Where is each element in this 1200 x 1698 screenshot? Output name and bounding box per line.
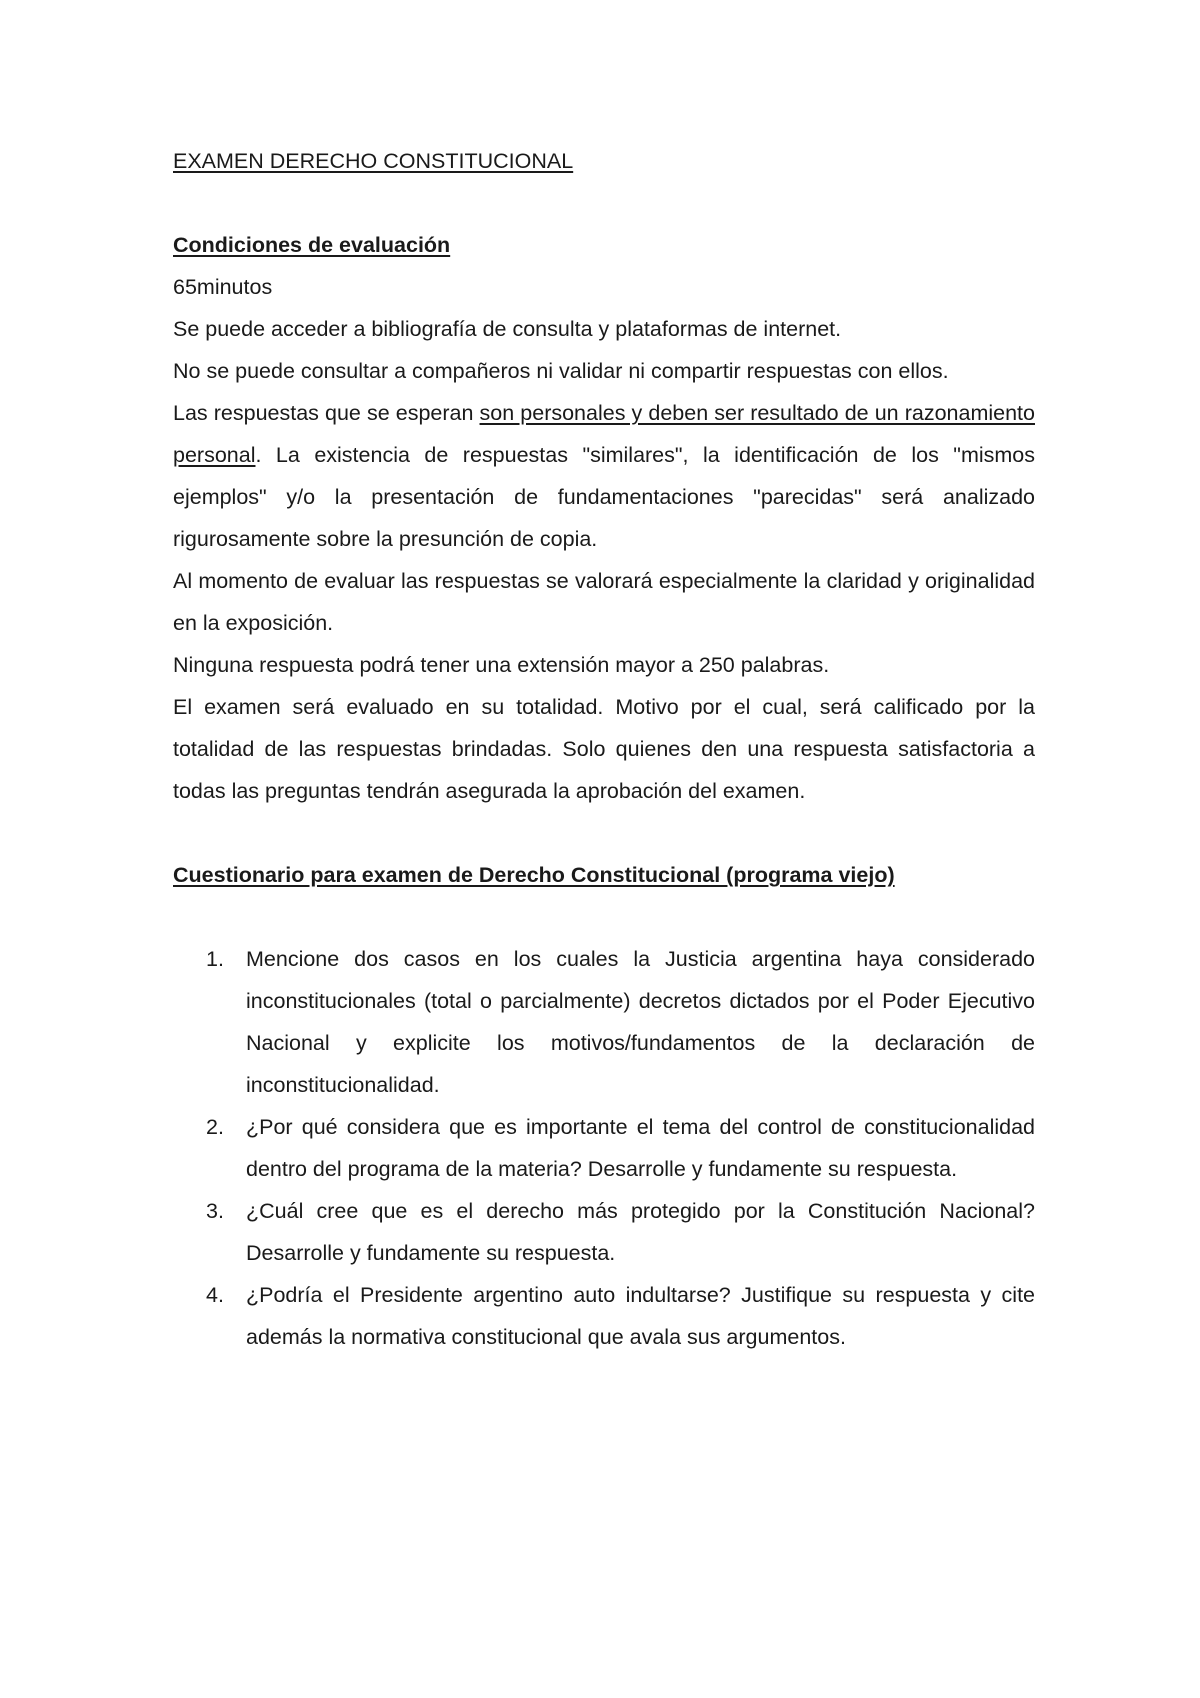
condition-paragraph-1: Se puede acceder a bibliografía de consulta y plataformas de internet. bbox=[173, 317, 842, 341]
spacer bbox=[173, 896, 1035, 938]
question-number: 3. bbox=[206, 1199, 224, 1223]
questionnaire-heading: Cuestionario para examen de Derecho Constitucional (programa viejo) bbox=[173, 863, 895, 887]
condition-paragraph-4: Al momento de evaluar las respuestas se valorará especialmente la claridad y originalidad en la exposición. bbox=[173, 569, 1035, 635]
document-body bbox=[173, 140, 1035, 1358]
question-number: 4. bbox=[206, 1283, 224, 1307]
question-text: ¿Cuál cree que es el derecho más protegido por la Constitución Nacional? Desarrolle y fundamente su respuesta. bbox=[246, 1199, 1035, 1265]
spacer bbox=[173, 812, 1035, 854]
conditions-heading: Condiciones de evaluación bbox=[173, 233, 451, 257]
question-text: ¿Por qué considera que es importante el tema del control de constitucionalidad dentro del programa de la materia? Desarrolle y fundamente su respuesta. bbox=[246, 1115, 1035, 1181]
condition-paragraph-5: Ninguna respuesta podrá tener una extensión mayor a 250 palabras. bbox=[173, 653, 830, 677]
question-item bbox=[173, 1274, 1035, 1358]
condition-paragraph-3 bbox=[173, 392, 1035, 560]
paragraph-3-end: . La existencia de respuestas "similares", la identificación de los "mismos ejemplos" y/o la presentación de fundamentaciones "parecidas" será analizado rigurosamente sobre la presunción de copia. bbox=[173, 443, 1035, 551]
duration-text: 65minutos bbox=[173, 275, 273, 299]
underlined-phrase: son personales y deben ser resultado de un razonamiento personal bbox=[173, 401, 1035, 467]
condition-paragraph-2: No se puede consultar a compañeros ni validar ni compartir respuestas con ellos. bbox=[173, 359, 949, 383]
paragraph-3-start: Las respuestas que se esperan bbox=[173, 401, 480, 425]
question-number: 1. bbox=[206, 947, 224, 971]
spacer bbox=[173, 182, 1035, 224]
document-title: EXAMEN DERECHO CONSTITUCIONAL bbox=[173, 149, 574, 173]
question-text: Mencione dos casos en los cuales la Justicia argentina haya considerado inconstitucionales (total o parcialmente) decretos dictados por el Poder Ejecutivo Nacional y explicite los motivos/fundamentos de la declaración de inconstitucionalidad. bbox=[246, 947, 1035, 1097]
condition-paragraph-6: El examen será evaluado en su totalidad. Motivo por el cual, será calificado por la totalidad de las respuestas brindadas. Solo quienes den una respuesta satisfactoria a todas las preguntas tendrán asegurada la aprobación del examen. bbox=[173, 695, 1035, 803]
question-item bbox=[173, 1190, 1035, 1274]
question-item bbox=[173, 938, 1035, 1106]
question-list bbox=[173, 938, 1035, 1358]
question-text: ¿Podría el Presidente argentino auto indultarse? Justifique su respuesta y cite además la normativa constitucional que avala sus argumentos. bbox=[246, 1283, 1035, 1349]
question-item bbox=[173, 1106, 1035, 1190]
question-number: 2. bbox=[206, 1115, 224, 1139]
